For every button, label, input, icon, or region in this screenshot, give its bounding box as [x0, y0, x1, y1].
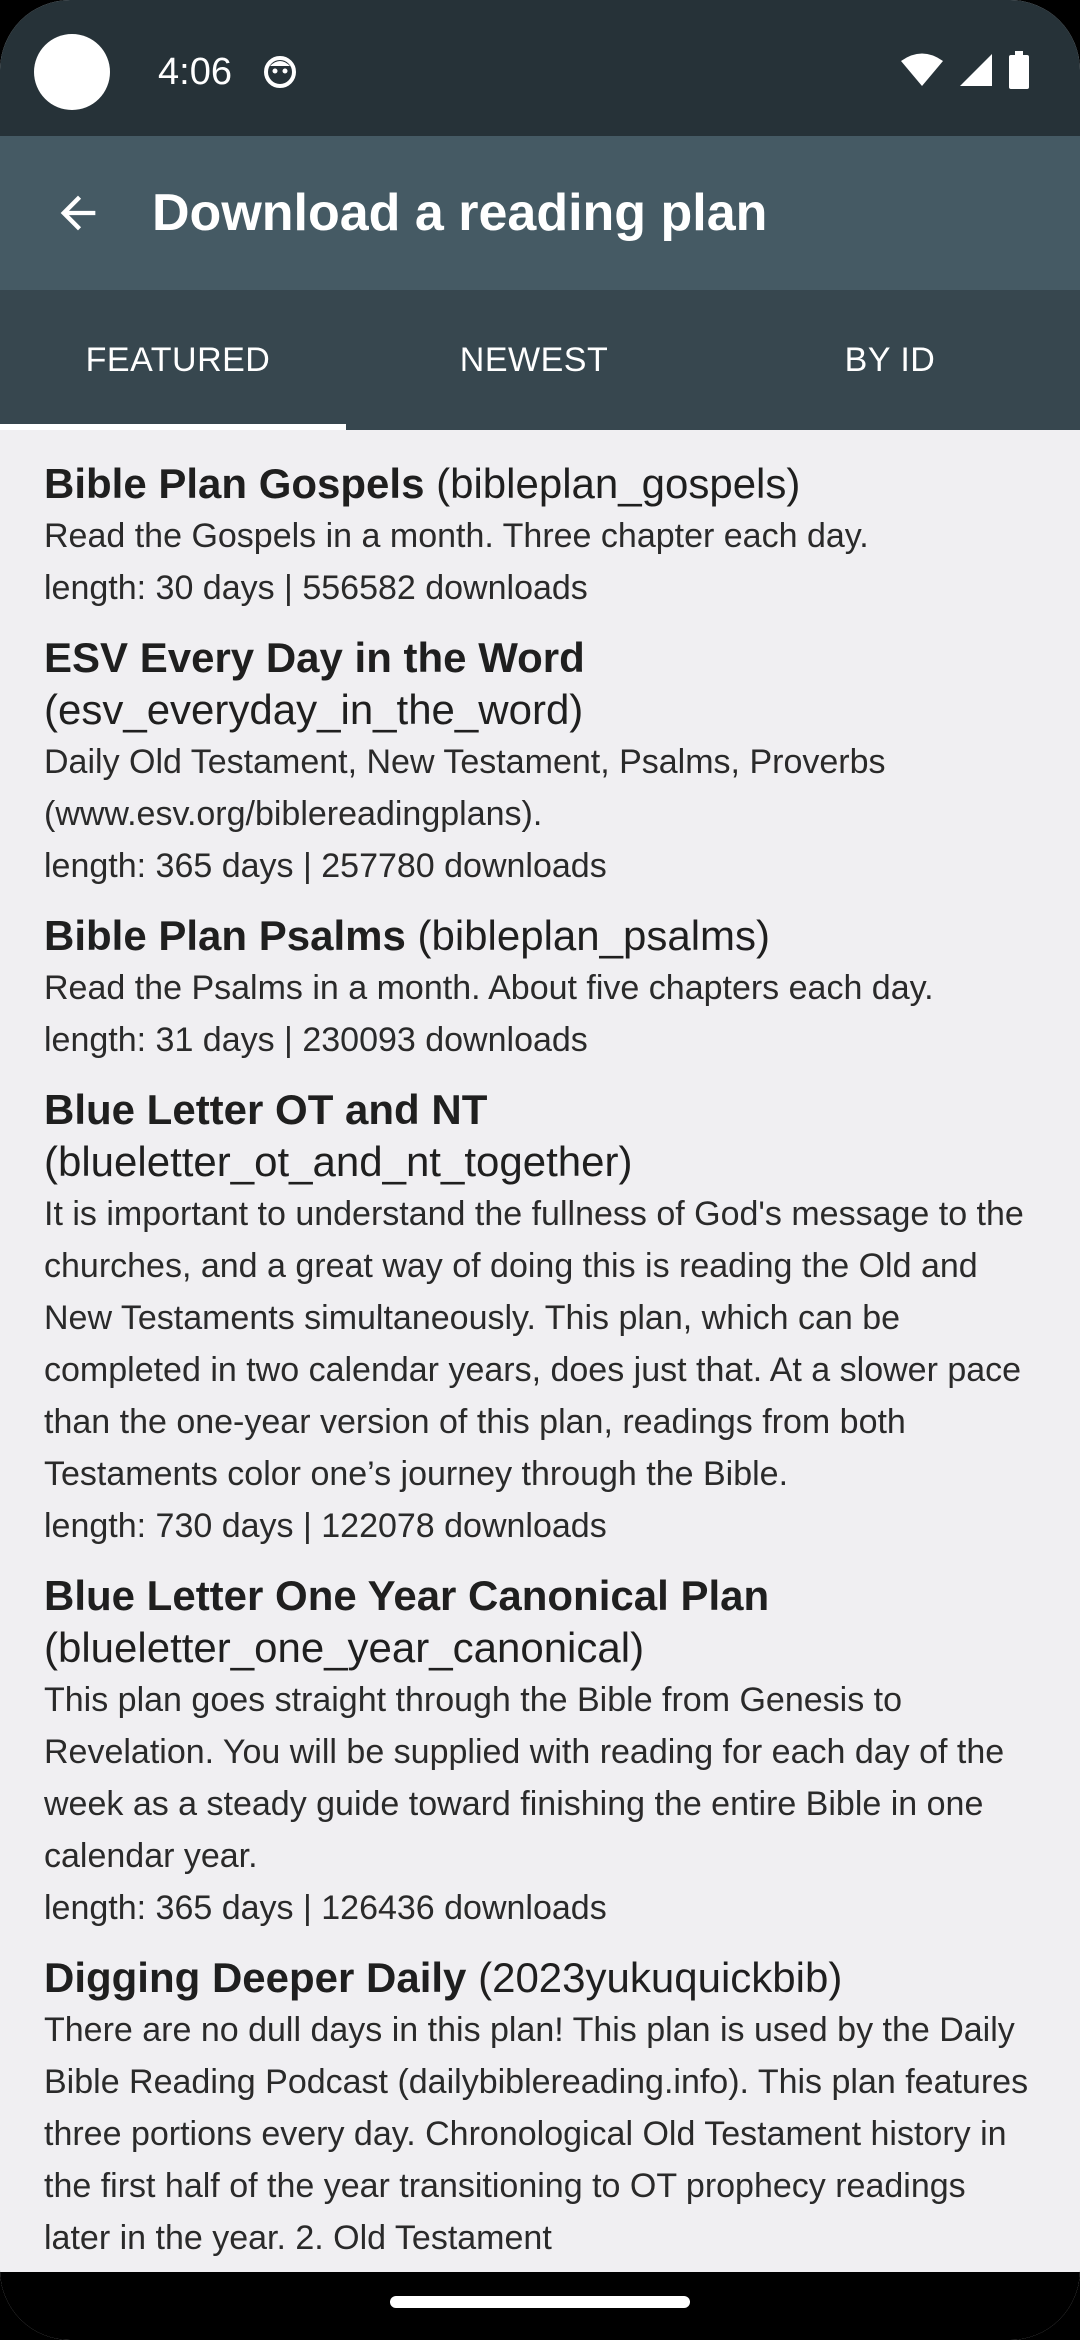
navigation-bar — [0, 2272, 1080, 2340]
list-item[interactable] — [44, 910, 1036, 1066]
plan-heading — [44, 458, 1036, 510]
plan-id: (blueletter_one_year_canonical) — [44, 1624, 645, 1671]
plan-description: It is important to understand the fullness of God's message to the churches, and a great way of doing this is reading the Old and New Testaments simultaneously. This plan, which can be completed in two calendar years, does just that. At a slower pace than the one-year version of this plan, readings from both Testaments color one’s journey through the Bible. — [44, 1195, 1024, 1493]
plan-description: Daily Old Testament, New Testament, Psalms, Proverbs (www.esv.org/biblereadingplans). — [44, 743, 886, 833]
status-icons — [900, 50, 1030, 90]
plan-heading — [44, 1952, 1036, 2004]
plan-meta: length: 31 days | 230093 downloads — [44, 1021, 588, 1059]
plan-description: This plan goes straight through the Bible from Genesis to Revelation. You will be supplied with reading for each day of the week as a steady guide toward finishing the entire Bible in one calendar year. — [44, 1681, 1005, 1875]
plan-heading — [44, 1084, 1036, 1188]
plan-name: Digging Deeper Daily — [44, 1954, 467, 2001]
list-item[interactable] — [44, 632, 1036, 892]
plan-id: (bibleplan_gospels) — [436, 460, 801, 507]
plan-name: Blue Letter OT and NT — [44, 1086, 488, 1133]
back-button[interactable] — [38, 173, 118, 253]
plan-heading — [44, 632, 1036, 736]
camera-cutout — [34, 34, 110, 110]
plan-id: (2023yukuquickbib) — [478, 1954, 843, 2001]
plan-description: There are no dull days in this plan! This plan is used by the Daily Bible Reading Podcast (dailybiblereading.info). This plan features three portions every day. Chronological Old Testament history in the first half of the year transitioning to OT prophecy readings later in the year. 2. Old Testament — [44, 2011, 1029, 2257]
plan-heading — [44, 910, 1036, 962]
tab-by-id[interactable]: BY ID — [844, 340, 936, 379]
app-bar — [0, 136, 1080, 290]
list-item[interactable] — [44, 458, 1036, 614]
signal-icon — [958, 52, 994, 88]
tab-featured[interactable]: FEATURED — [0, 290, 356, 430]
plan-list-container[interactable] — [0, 430, 1080, 2272]
plan-heading — [44, 1570, 1036, 1674]
list-item[interactable] — [44, 1952, 1036, 2264]
notification-face-icon — [262, 54, 298, 90]
plan-id: (bibleplan_psalms) — [417, 912, 771, 959]
plan-meta: length: 365 days | 257780 downloads — [44, 847, 607, 885]
plan-name: Bible Plan Psalms — [44, 912, 406, 959]
list-item[interactable] — [44, 1570, 1036, 1934]
plan-list — [0, 430, 1080, 2264]
tab-newest[interactable]: NEWEST — [459, 340, 609, 379]
plan-name: ESV Every Day in the Word — [44, 634, 585, 681]
status-bar — [0, 0, 1080, 136]
arrow-back-icon — [52, 187, 104, 239]
page-title: Download a reading plan — [152, 184, 768, 242]
plan-description: Read the Psalms in a month. About five chapters each day. — [44, 969, 934, 1007]
plan-meta: length: 365 days | 126436 downloads — [44, 1889, 607, 1927]
status-time: 4:06 — [158, 51, 232, 93]
plan-id: (blueletter_ot_and_nt_together) — [44, 1138, 633, 1185]
plan-meta: length: 730 days | 122078 downloads — [44, 1507, 607, 1545]
wifi-icon — [900, 53, 944, 87]
plan-description: Read the Gospels in a month. Three chapter each day. — [44, 517, 869, 555]
home-indicator[interactable] — [390, 2296, 690, 2308]
plan-meta: length: 30 days | 556582 downloads — [44, 569, 588, 607]
plan-id: (esv_everyday_in_the_word) — [44, 686, 584, 733]
battery-icon — [1008, 51, 1030, 89]
list-item[interactable] — [44, 1084, 1036, 1552]
plan-name: Blue Letter One Year Canonical Plan — [44, 1572, 770, 1619]
plan-name: Bible Plan Gospels — [44, 460, 425, 507]
tab-bar — [0, 290, 1080, 430]
